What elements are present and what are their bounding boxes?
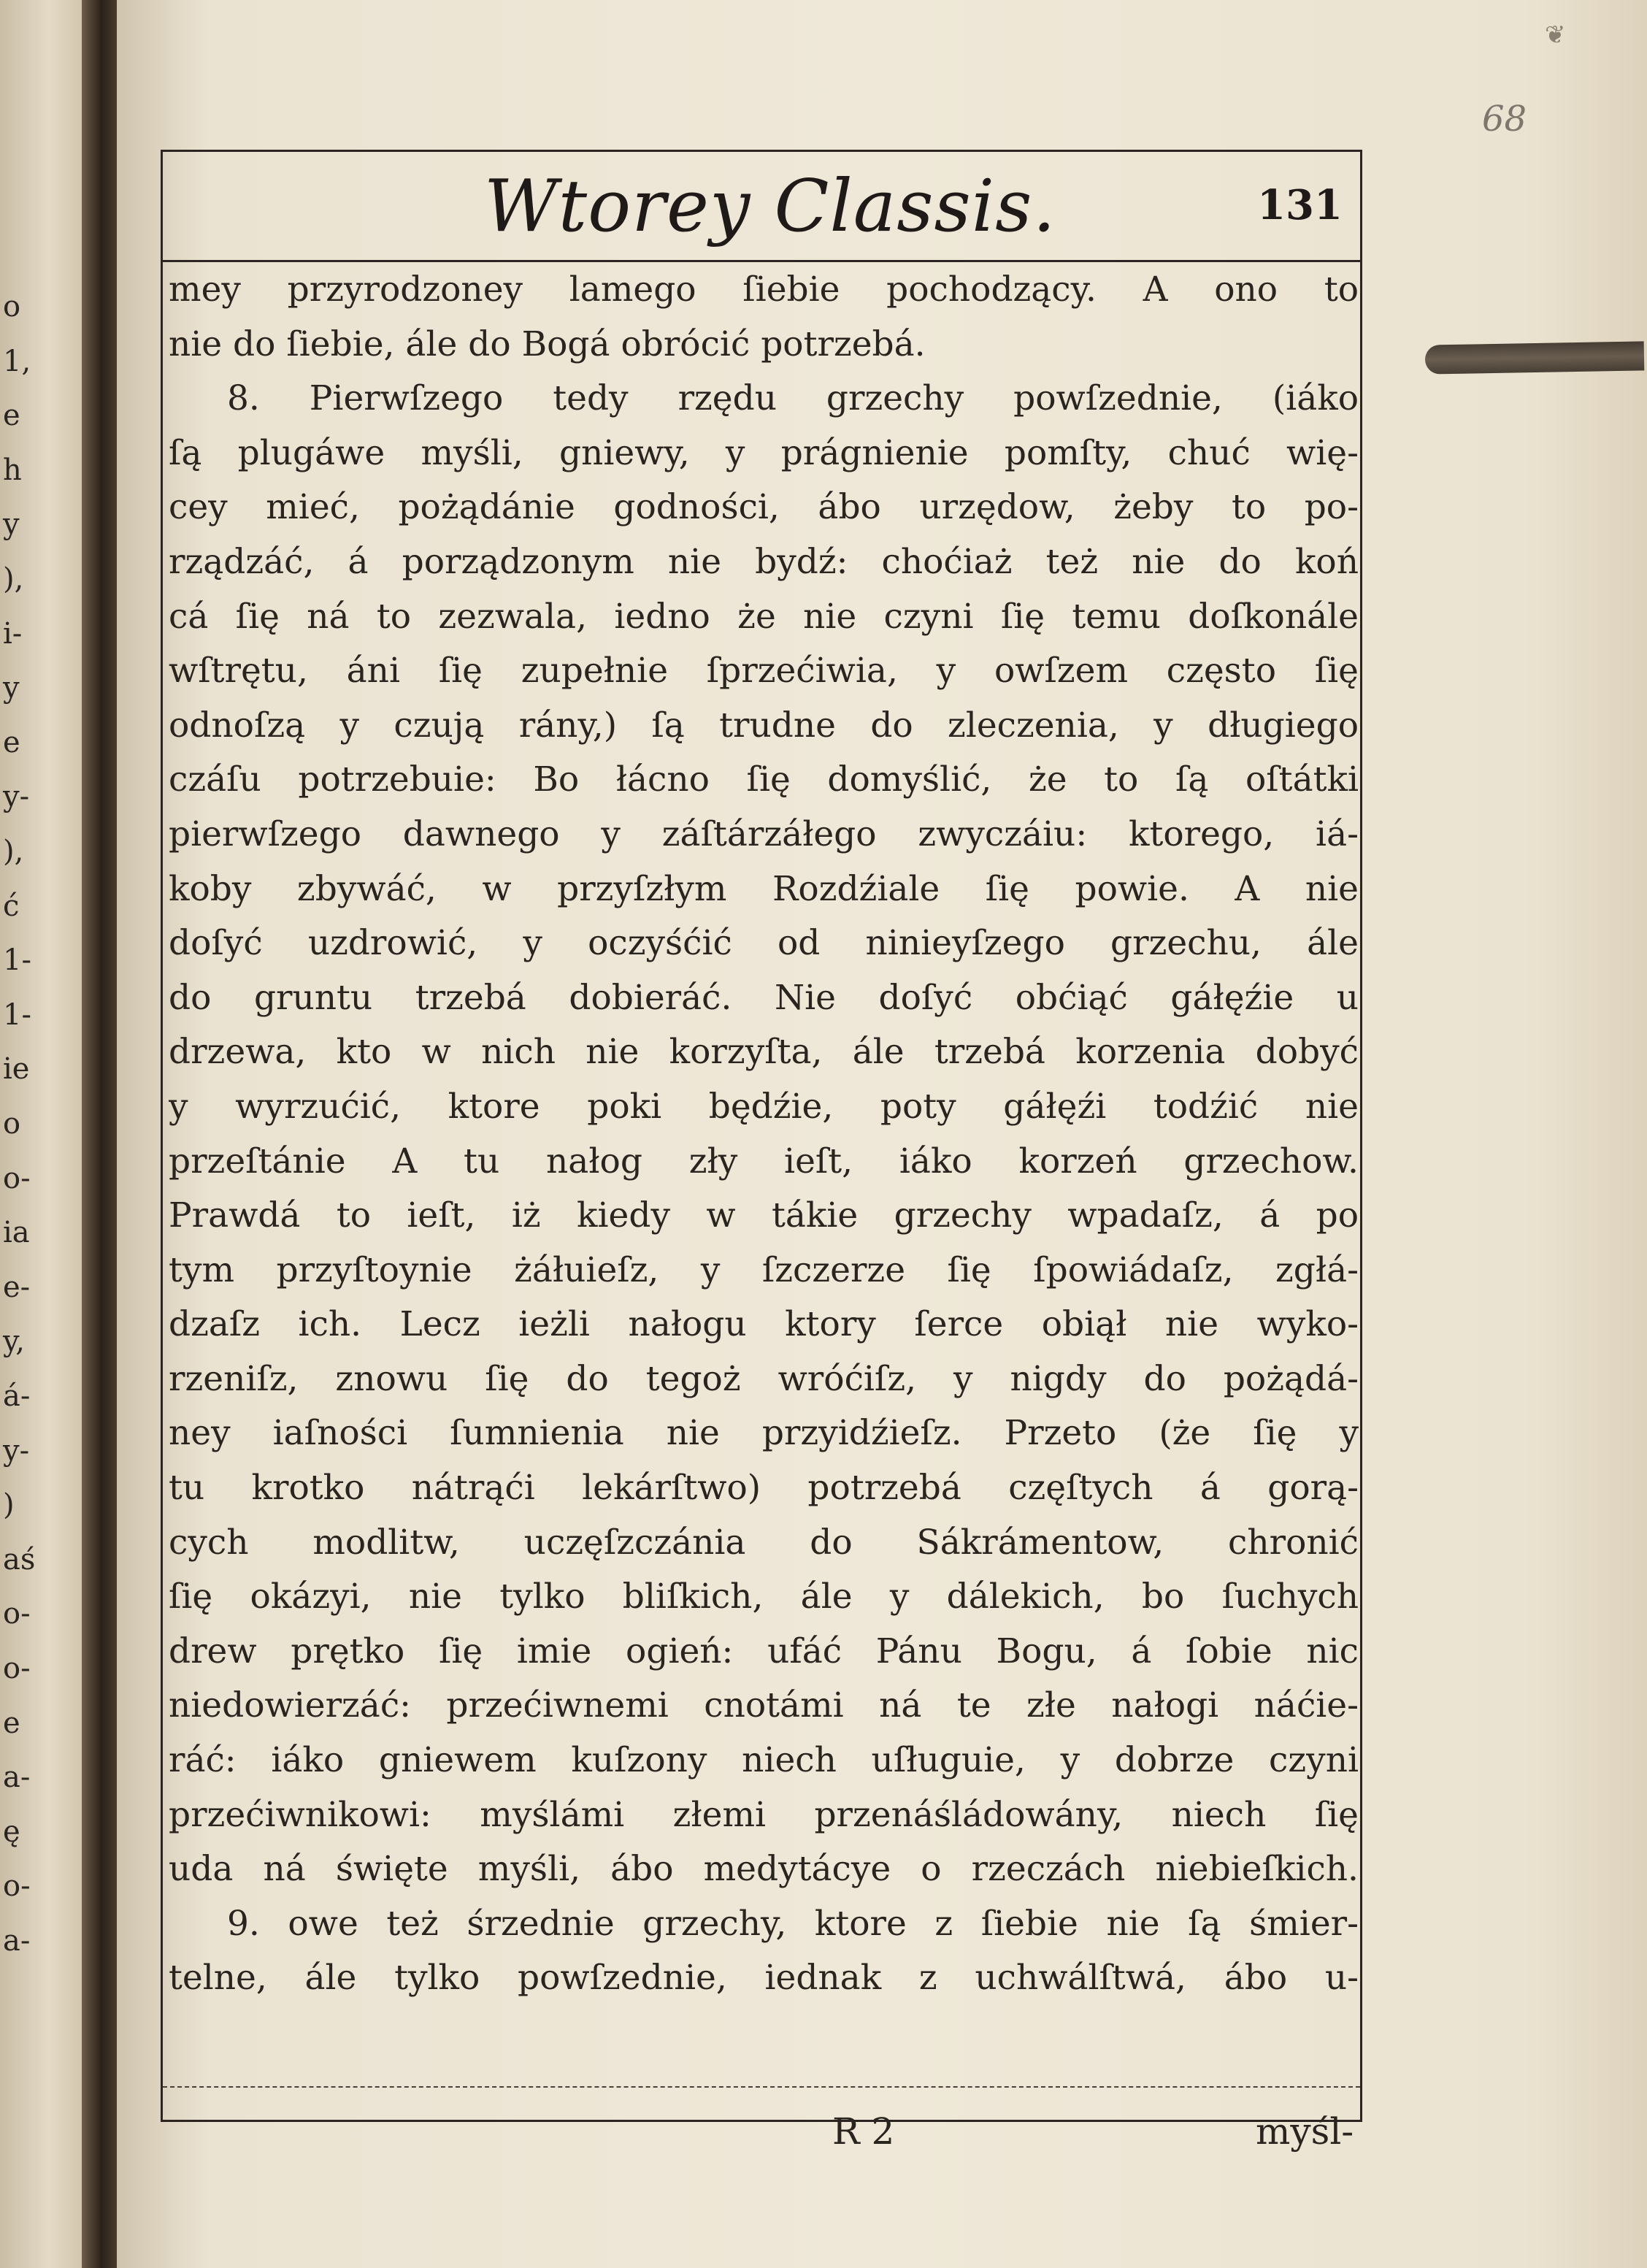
text-line: y wyrzućić, ktore poki będźie, poty gáłęźi todźić nie xyxy=(169,1086,1359,1127)
text-line: ſię okázyi, nie tylko bliſkich, ále y dálekich, bo ſuchych xyxy=(169,1577,1359,1617)
pencil-folio-number: 68 xyxy=(1482,99,1527,139)
catchword: myśl- xyxy=(1256,2110,1354,2153)
page-number: 131 xyxy=(1257,181,1343,229)
text-line: pierwſzego dawnego y záſtárzáłego zwyczáiu: ktorego, iá- xyxy=(169,813,1359,854)
text-line: przeſtánie A tu nałog zły ieſt, iáko korzeń grzechow. xyxy=(169,1141,1359,1181)
bookmark-strip xyxy=(1425,341,1645,374)
facing-page-fragment: a- xyxy=(3,1924,31,1958)
facing-page-fragment: ć xyxy=(3,889,20,923)
facing-page-fragment: o- xyxy=(3,1869,31,1904)
text-line: cych modlitw, uczęſzczánia do Sákrámentow, chronić xyxy=(169,1522,1359,1563)
text-line: do gruntu trzebá dobieráć. Nie doſyć obćiąć gáłęźie u xyxy=(169,977,1359,1018)
facing-page-fragment: e xyxy=(3,1706,20,1740)
facing-page-fragment: a- xyxy=(3,1761,31,1795)
text-line: drzewa, kto w nich nie korzyſta, ále trzebá korzenia dobyć xyxy=(169,1032,1359,1073)
facing-page-fragment: y- xyxy=(3,780,30,814)
text-line: cey mieć, pożądánie godności, ábo urzędow, żeby to po- xyxy=(169,487,1359,528)
facing-page-fragment: aś xyxy=(3,1542,36,1577)
text-line: telne, ále tylko powſzednie, iednak z uchwálſtwá, ábo u- xyxy=(169,1958,1359,1999)
facing-page-fragment: o- xyxy=(3,1161,31,1195)
text-line: ney iaſności ſumnienia nie przyidźieſz. Przeto (że ſię y xyxy=(169,1413,1359,1454)
running-title: Wtorey Classis. xyxy=(484,165,1056,248)
text-line: doſyć uzdrowić, y oczyśćić od ninieyſzego grzechu, ále xyxy=(169,923,1359,964)
text-line: drew prętko ſię imie ogień: ufáć Pánu Bogu, á ſobie nic xyxy=(169,1631,1359,1671)
facing-page-fragment: y xyxy=(3,507,20,542)
body-text xyxy=(169,263,1359,2006)
facing-page-fragment: ), xyxy=(3,835,24,868)
text-line: rządzáć, á porządzonym nie bydź: choćiaż też nie do koń xyxy=(169,541,1359,582)
facing-page-fragment: 1- xyxy=(3,943,31,978)
text-line: ſą plugáwe myśli, gniewy, y prágnienie pomſty, chuć wię- xyxy=(169,432,1359,473)
text-line: ráć: iáko gniewem kuſzony niech uſługuie, y dobrze czyni xyxy=(169,1740,1359,1781)
facing-page-fragment: ę xyxy=(3,1815,20,1849)
facing-page-fragment: á- xyxy=(3,1379,31,1413)
facing-page-edge xyxy=(0,0,82,2268)
text-line: 8. Pierwſzego tedy rzędu grzechy powſzednie, (iáko xyxy=(227,378,1359,419)
text-line: uda ná święte myśli, ábo medytácye o rzeczách niebieſkich. xyxy=(169,1849,1359,1890)
text-line: odnoſzą y czują rány,) ſą trudne do zleczenia, y długiego xyxy=(169,705,1359,746)
text-line: cá ſię ná to zezwala, iedno że nie czyni ſię temu doſkonále xyxy=(169,596,1359,637)
facing-page-fragment: o xyxy=(3,290,21,323)
text-line: niedowierzáć: przećiwnemi cnotámi ná te złe nałogi náćie- xyxy=(169,1685,1359,1726)
text-line: mey przyrodzoney lamego ſiebie pochodzący. A ono to xyxy=(169,269,1359,310)
text-line: tym przyſtoynie żáłuieſz, y ſzczerze ſię ſpowiádaſz, zgłá- xyxy=(169,1249,1359,1290)
facing-page-fragment: o- xyxy=(3,1652,31,1685)
header-rule xyxy=(163,260,1360,262)
facing-page-fragment: ia xyxy=(3,1216,30,1250)
book-page xyxy=(117,0,1647,2268)
footer-rule xyxy=(163,2086,1360,2088)
running-head xyxy=(163,152,1360,260)
facing-page-fragment: e xyxy=(3,399,20,433)
facing-page-fragment: ) xyxy=(3,1488,15,1522)
facing-page-fragment: i- xyxy=(3,616,23,651)
facing-page-fragment: y xyxy=(3,671,20,705)
signature-mark: R 2 xyxy=(832,2110,895,2153)
text-line: 9. owe też śrzednie grzechy, ktore z ſiebie nie ſą śmier- xyxy=(227,1903,1359,1944)
text-line: przećiwnikowi: myślámi złemi przenáśládowány, niech ſię xyxy=(169,1794,1359,1835)
facing-page-fragment: ie xyxy=(3,1052,30,1087)
text-line: dzaſz ich. Lecz ieżli nałogu ktory ſerce obiął nie wyko- xyxy=(169,1304,1359,1345)
facing-page-fragment: o- xyxy=(3,1597,31,1631)
facing-page-fragment: y- xyxy=(3,1433,30,1468)
facing-page-fragment: o xyxy=(3,1107,21,1141)
text-line: rzeniſz, znowu ſię do tegoż wróćiſz, y nigdy do pożądá- xyxy=(169,1358,1359,1399)
facing-page-fragment: h xyxy=(3,453,22,487)
text-line: Prawdá to ieſt, iż kiedy w tákie grzechy wpadaſz, á po xyxy=(169,1195,1359,1236)
corner-ornament-icon: ❦ xyxy=(1545,20,1566,50)
text-line: koby zbywáć, w przyſzłym Rozdźiale ſię powie. A nie xyxy=(169,868,1359,909)
facing-page-fragment: 1, xyxy=(3,344,31,378)
text-line: nie do ſiebie, ále do Bogá obrócić potrzebá. xyxy=(169,323,926,364)
text-line: czáſu potrzebuie: Bo łácno ſię domyślić, że to ſą oſtátki xyxy=(169,759,1359,800)
facing-page-fragment: ), xyxy=(3,562,24,596)
text-line: wſtrętu, áni ſię zupełnie ſprzećiwia, y owſzem często ſię xyxy=(169,651,1359,691)
facing-page-fragment: e xyxy=(3,725,20,759)
text-frame xyxy=(161,150,1362,2122)
facing-page-fragment: e- xyxy=(3,1270,31,1304)
facing-page-fragment: 1- xyxy=(3,997,31,1032)
facing-page-fragment: y, xyxy=(3,1325,25,1359)
text-line: tu krotko nátrąći lekárſtwo) potrzebá częſtych á gorą- xyxy=(169,1468,1359,1509)
